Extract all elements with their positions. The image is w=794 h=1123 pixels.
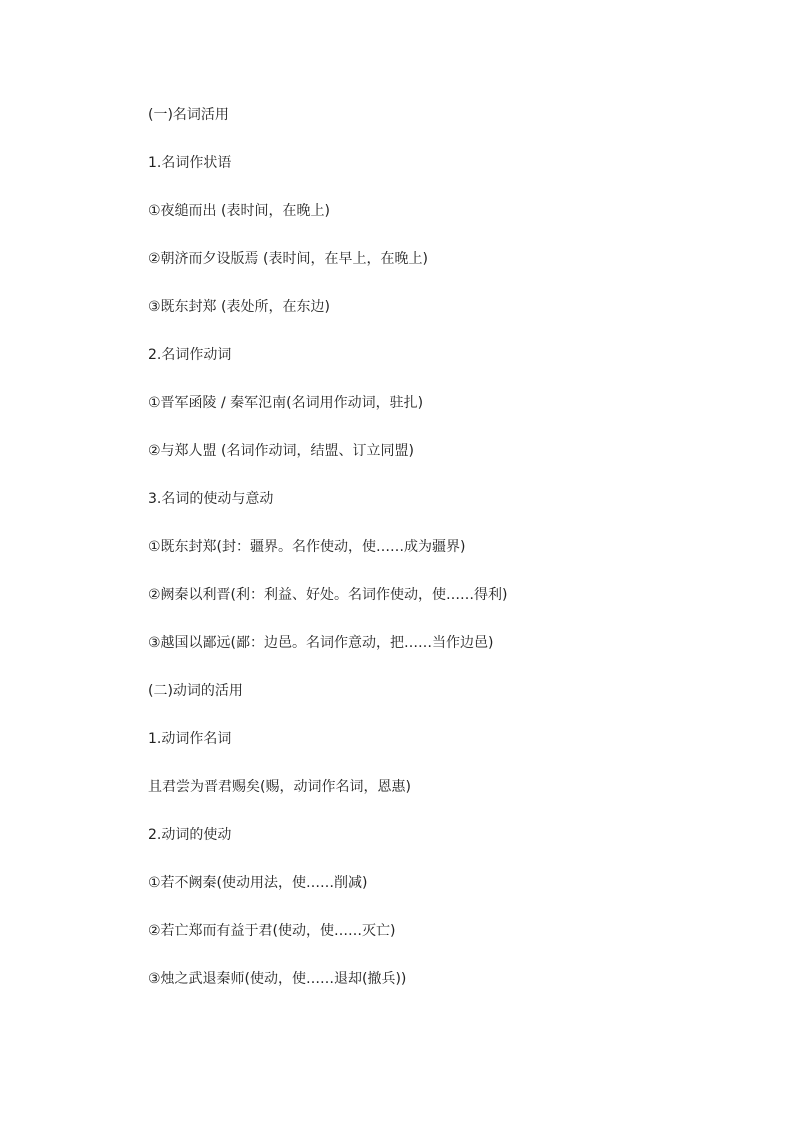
document-body <box>148 104 748 1016</box>
section-heading-noun-usage: (一)名词活用 <box>148 107 229 123</box>
example-line: ②朝济而夕设版焉 (表时间，在早上，在晚上) <box>148 251 428 267</box>
subheading-noun-causative: 3.名词的使动与意动 <box>148 491 274 507</box>
example-line: ③既东封郑 (表处所，在东边) <box>148 299 330 315</box>
section-heading-verb-usage: (二)动词的活用 <box>148 683 243 699</box>
example-line: ②与郑人盟 (名词作动词，结盟、订立同盟) <box>148 443 414 459</box>
example-line: ②若亡郑而有益于君(使动，使……灭亡) <box>148 923 396 939</box>
example-line: ①夜缒而出 (表时间，在晚上) <box>148 203 330 219</box>
example-line: ①既东封郑(封：疆界。名作使动，使……成为疆界) <box>148 539 466 555</box>
subheading-verb-causative: 2.动词的使动 <box>148 827 232 843</box>
subheading-noun-as-verb: 2.名词作动词 <box>148 347 232 363</box>
example-line: ②阙秦以利晋(利：利益、好处。名词作使动，使……得利) <box>148 587 508 603</box>
example-line: ③越国以鄙远(鄙：边邑。名词作意动，把……当作边邑) <box>148 635 494 651</box>
example-line: ①晋军函陵 / 秦军氾南(名词用作动词，驻扎) <box>148 395 424 411</box>
example-line: ①若不阙秦(使动用法，使……削减) <box>148 875 368 891</box>
subheading-verb-as-noun: 1.动词作名词 <box>148 731 232 747</box>
example-line: ③烛之武退秦师(使动，使……退却(撤兵)) <box>148 971 407 987</box>
subheading-noun-as-adverbial: 1.名词作状语 <box>148 155 232 171</box>
example-line: 且君尝为晋君赐矣(赐，动词作名词，恩惠) <box>148 779 411 795</box>
